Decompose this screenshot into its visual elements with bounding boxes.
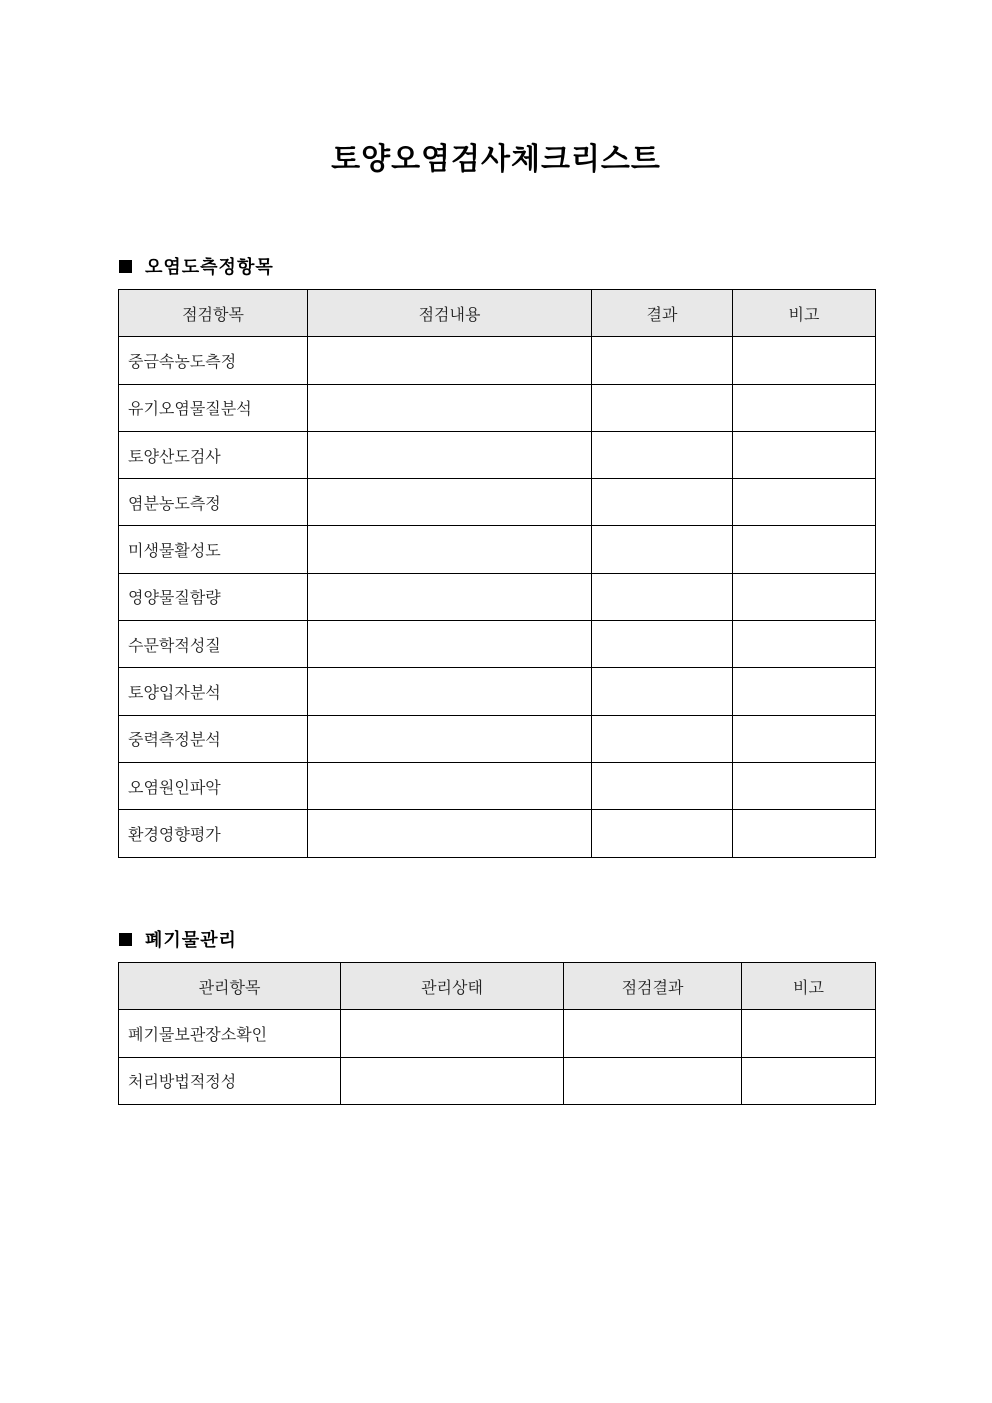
inspection-content-cell[interactable] [308, 479, 592, 526]
inspection-content-cell[interactable] [308, 621, 592, 668]
table-header-row [119, 963, 876, 1010]
result-cell[interactable] [592, 526, 733, 573]
result-cell[interactable] [592, 810, 733, 857]
remarks-cell[interactable] [733, 479, 876, 526]
inspection-result-cell[interactable] [564, 1057, 742, 1104]
result-cell[interactable] [592, 621, 733, 668]
remarks-cell[interactable] [733, 337, 876, 384]
column-header-management-item: 관리항목 [119, 963, 341, 1010]
inspection-content-cell[interactable] [308, 762, 592, 809]
table-row [119, 384, 876, 431]
result-cell[interactable] [592, 431, 733, 478]
waste-management-table [118, 962, 876, 1105]
inspection-content-cell[interactable] [308, 668, 592, 715]
remarks-cell[interactable] [733, 668, 876, 715]
section-heading-label: 폐기물관리 [145, 930, 237, 951]
remarks-cell[interactable] [733, 762, 876, 809]
inspection-item-cell: 영양물질함량 [119, 573, 308, 620]
result-cell[interactable] [592, 337, 733, 384]
square-bullet-icon [119, 260, 132, 273]
column-header-inspection-item: 점검항목 [119, 290, 308, 337]
table-row [119, 1010, 876, 1057]
inspection-item-cell: 중금속농도측정 [119, 337, 308, 384]
document-title: 토양오염검사체크리스트 [331, 142, 661, 177]
inspection-item-cell: 환경영향평가 [119, 810, 308, 857]
management-status-cell[interactable] [341, 1057, 564, 1104]
remarks-cell[interactable] [733, 384, 876, 431]
remarks-cell[interactable] [733, 810, 876, 857]
column-header-management-status: 관리상태 [341, 963, 564, 1010]
section-heading-waste-management [119, 926, 237, 952]
inspection-item-cell: 유기오염물질분석 [119, 384, 308, 431]
table-row [119, 1057, 876, 1104]
column-header-remarks: 비고 [733, 290, 876, 337]
table-row [119, 337, 876, 384]
table-row [119, 573, 876, 620]
remarks-cell[interactable] [733, 431, 876, 478]
remarks-cell[interactable] [742, 1010, 876, 1057]
inspection-result-cell[interactable] [564, 1010, 742, 1057]
inspection-item-cell: 중력측정분석 [119, 715, 308, 762]
section-heading-label: 오염도측정항목 [145, 257, 274, 278]
inspection-item-cell: 수문학적성질 [119, 621, 308, 668]
management-status-cell[interactable] [341, 1010, 564, 1057]
remarks-cell[interactable] [733, 526, 876, 573]
inspection-content-cell[interactable] [308, 715, 592, 762]
result-cell[interactable] [592, 668, 733, 715]
table-row [119, 715, 876, 762]
result-cell[interactable] [592, 479, 733, 526]
section-heading-contamination [119, 253, 274, 279]
management-item-cell: 폐기물보관장소확인 [119, 1010, 341, 1057]
inspection-item-cell: 토양산도검사 [119, 431, 308, 478]
column-header-result: 결과 [592, 290, 733, 337]
square-bullet-icon [119, 933, 132, 946]
table-row [119, 526, 876, 573]
remarks-cell[interactable] [733, 715, 876, 762]
column-header-remarks: 비고 [742, 963, 876, 1010]
table-row [119, 479, 876, 526]
inspection-item-cell: 미생물활성도 [119, 526, 308, 573]
column-header-inspection-result: 점검결과 [564, 963, 742, 1010]
inspection-content-cell[interactable] [308, 526, 592, 573]
result-cell[interactable] [592, 573, 733, 620]
table-header-row [119, 290, 876, 337]
table-row [119, 762, 876, 809]
column-header-inspection-content: 점검내용 [308, 290, 592, 337]
table-row [119, 621, 876, 668]
inspection-content-cell[interactable] [308, 384, 592, 431]
table-row [119, 431, 876, 478]
inspection-item-cell: 오염원인파악 [119, 762, 308, 809]
remarks-cell[interactable] [733, 573, 876, 620]
remarks-cell[interactable] [742, 1057, 876, 1104]
remarks-cell[interactable] [733, 621, 876, 668]
inspection-item-cell: 염분농도측정 [119, 479, 308, 526]
inspection-item-cell: 토양입자분석 [119, 668, 308, 715]
result-cell[interactable] [592, 762, 733, 809]
inspection-content-cell[interactable] [308, 337, 592, 384]
result-cell[interactable] [592, 384, 733, 431]
inspection-content-cell[interactable] [308, 573, 592, 620]
contamination-measurement-table [118, 289, 876, 858]
table-row [119, 668, 876, 715]
management-item-cell: 처리방법적정성 [119, 1057, 341, 1104]
inspection-content-cell[interactable] [308, 810, 592, 857]
inspection-content-cell[interactable] [308, 431, 592, 478]
table-row [119, 810, 876, 857]
result-cell[interactable] [592, 715, 733, 762]
